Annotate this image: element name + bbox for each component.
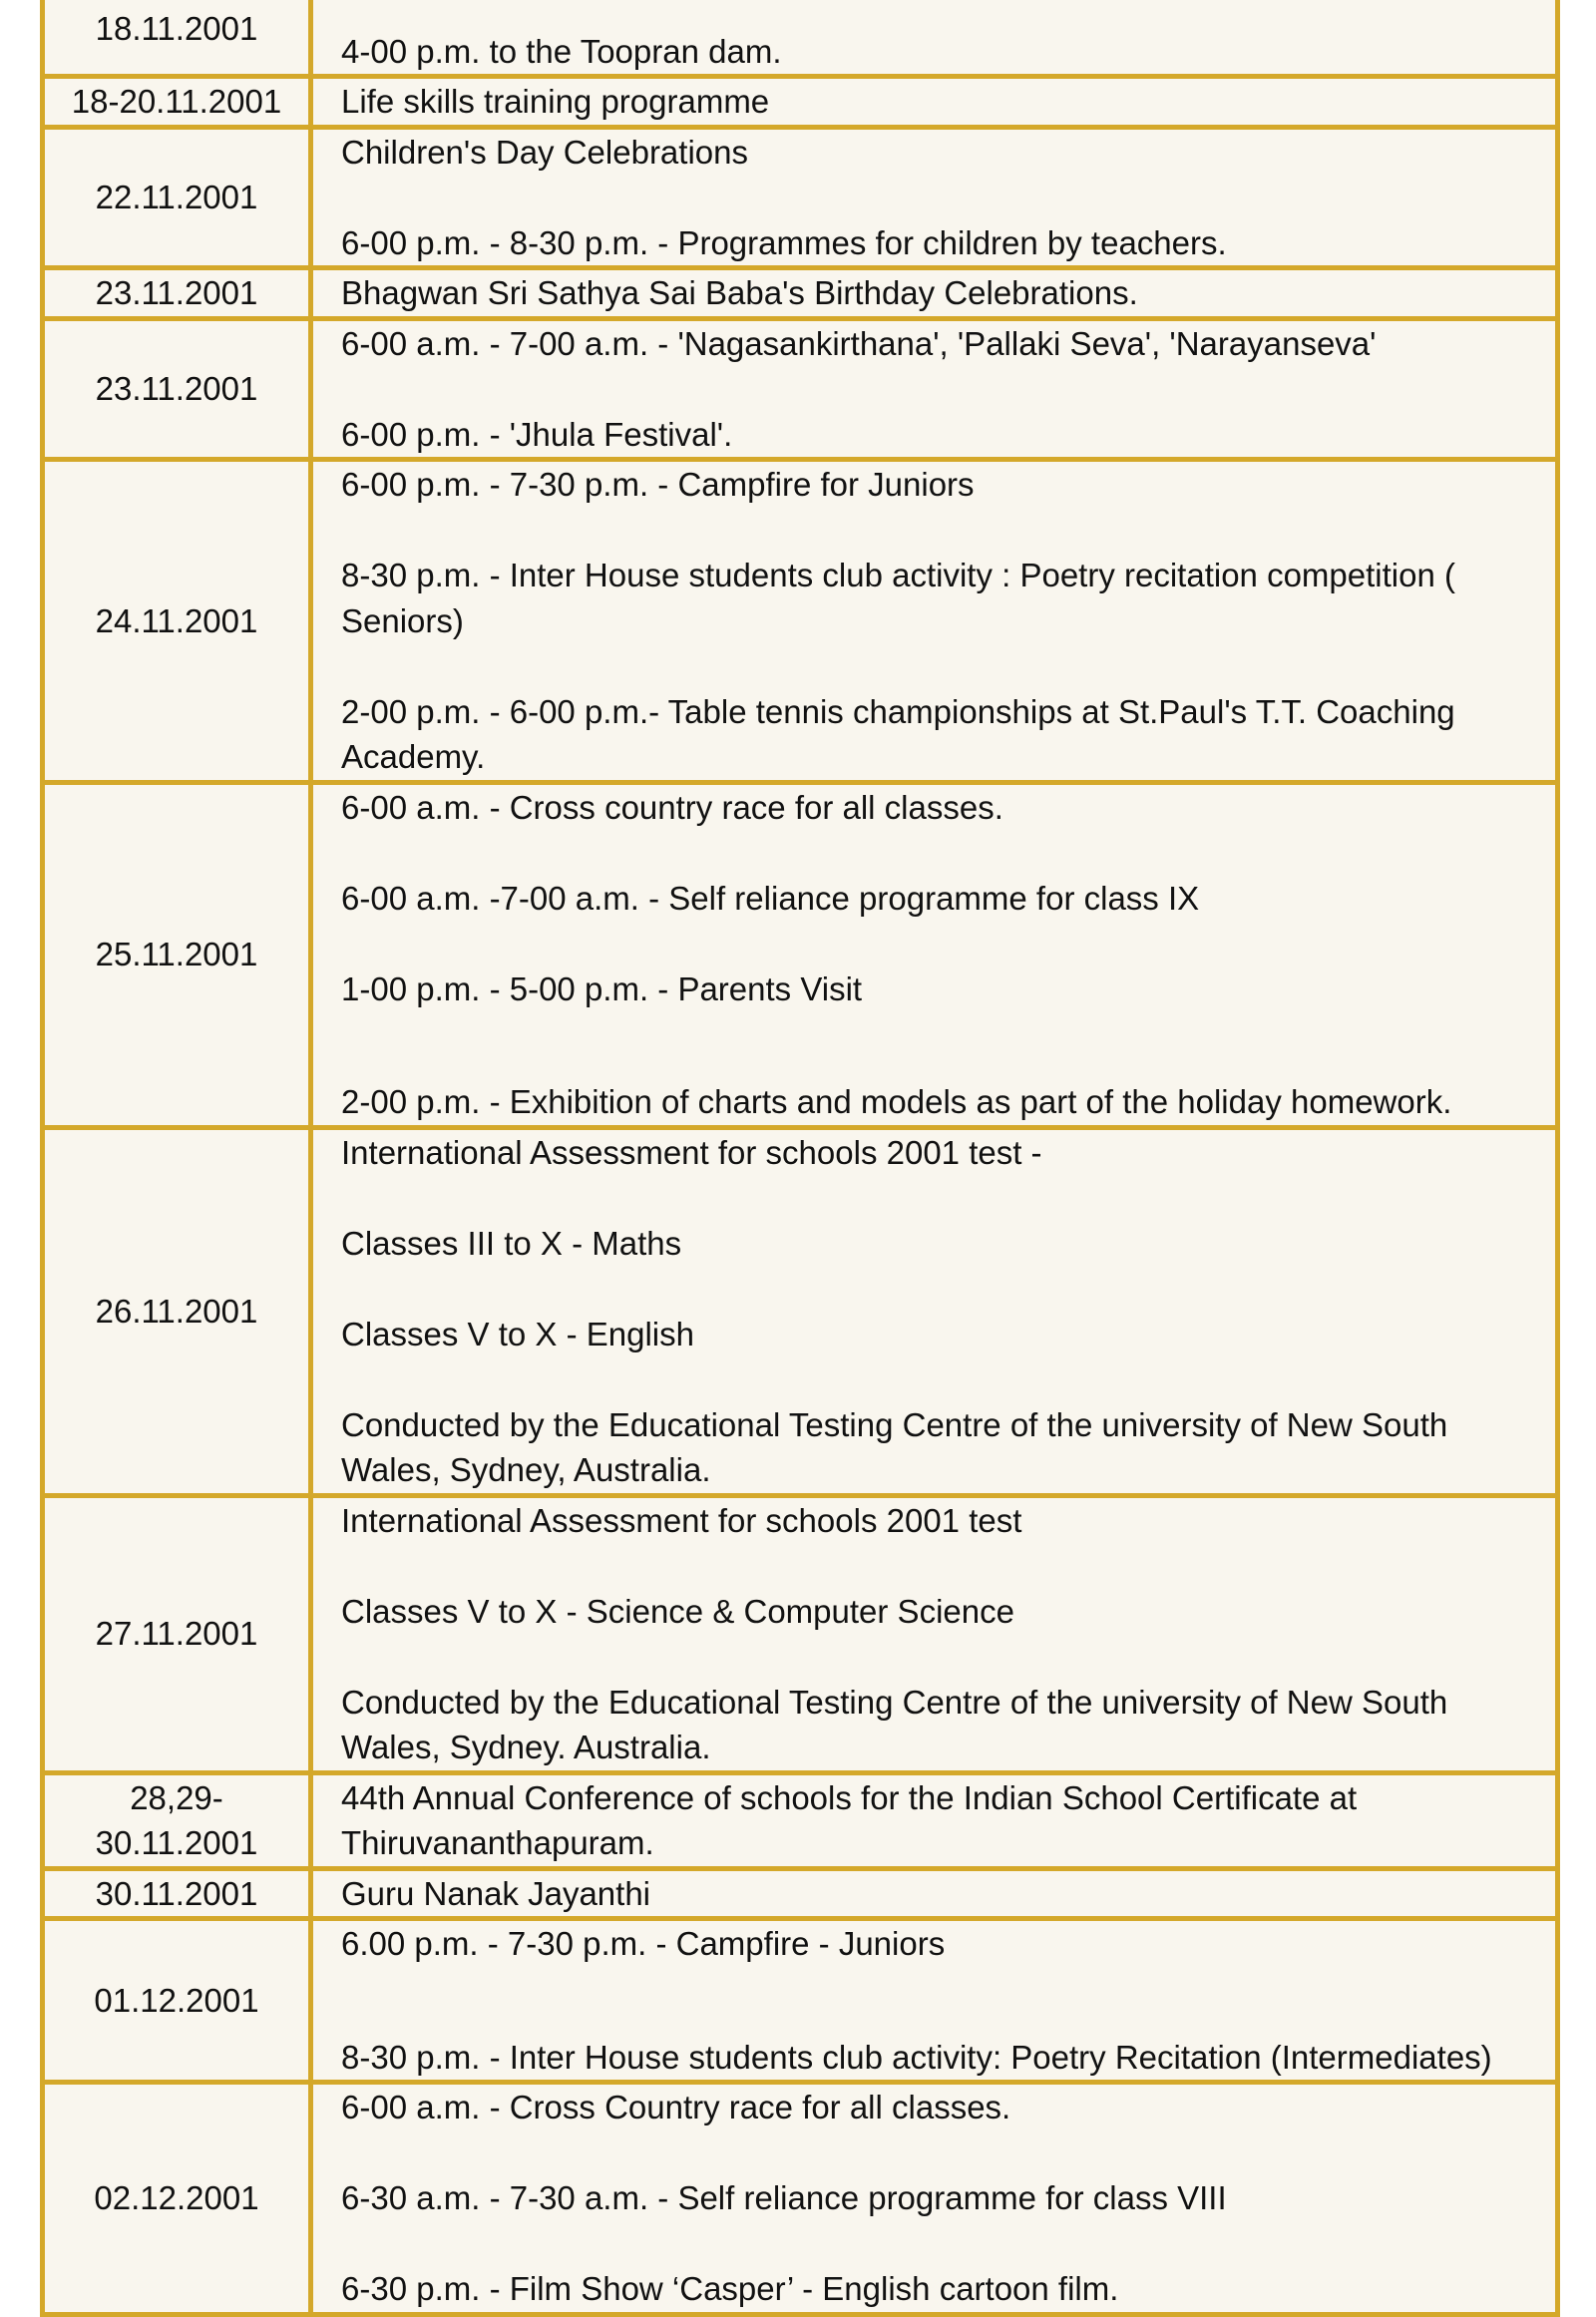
event-date: 23.11.2001 [43, 318, 311, 460]
event-details [311, 782, 1558, 1127]
event-date-line: 30.11.2001 [95, 1824, 258, 1861]
schedule-row [43, 1919, 1558, 2083]
event-line: 6-00 a.m. - Cross country race for all classes. [341, 788, 1003, 826]
event-date: 27.11.2001 [43, 1495, 311, 1772]
event-date: 22.11.2001 [43, 127, 311, 268]
event-line: 44th Annual Conference of schools for the Indian School Certificate at Thiruvananthapuram. [341, 1778, 1358, 1861]
spacer [341, 508, 1551, 554]
event-line: 6-00 p.m. - 7-30 p.m. - Campfire for Juniors [341, 466, 975, 503]
event-line: 1-00 p.m. - 5-00 p.m. - Parents Visit [341, 969, 863, 1007]
schedule-row [43, 1868, 1558, 1919]
event-line: 6-00 a.m. - Cross Country race for all classes. [341, 2089, 1011, 2125]
event-details [311, 127, 1558, 268]
event-line: Life skills training programme [341, 83, 770, 120]
event-line: Classes V to X - English [341, 1315, 694, 1352]
spacer [341, 830, 1551, 876]
event-line: International Assessment for schools 2001 test - [341, 1133, 1042, 1171]
event-date: 01.12.2001 [43, 1919, 311, 2083]
event-details [311, 77, 1558, 128]
event-date: 02.12.2001 [43, 2083, 311, 2315]
event-details [311, 1919, 1558, 2083]
event-details [311, 1772, 1558, 1868]
schedule-row [43, 1495, 1558, 1772]
event-line: Classes III to X - Maths [341, 1224, 682, 1262]
event-details [311, 1868, 1558, 1919]
event-date: 18-20.11.2001 [43, 77, 311, 128]
spacer [341, 921, 1551, 966]
schedule-row [43, 460, 1558, 783]
event-details [311, 1127, 1558, 1495]
spacer [341, 1175, 1551, 1221]
event-line: 6-00 a.m. -7-00 a.m. - Self reliance programme for class IX [341, 879, 1200, 917]
schedule-row [43, 1127, 1558, 1495]
schedule-row [43, 77, 1558, 128]
spacer [341, 1543, 1551, 1589]
spacer [341, 2221, 1551, 2267]
spacer [341, 2130, 1551, 2176]
event-date: 25.11.2001 [43, 782, 311, 1127]
spacer [341, 1967, 1551, 2035]
spacer [341, 1634, 1551, 1680]
event-line: Guru Nanak Jayanthi [341, 1874, 651, 1912]
event-line: 2-00 p.m. - Exhibition of charts and models as part of the holiday homework. [341, 1083, 1452, 1120]
spacer [341, 175, 1551, 220]
event-line: Classes V to X - Science & Computer Science [341, 1592, 1014, 1630]
event-line: 4-00 p.m. to the Toopran dam. [341, 32, 782, 70]
event-line: 8-30 p.m. - Inter House students club activity : Poetry recitation competition ( Seniors) [341, 557, 1455, 639]
event-details [311, 1495, 1558, 1772]
schedule-row [43, 127, 1558, 268]
event-date [43, 1772, 311, 1868]
event-line: 6-30 p.m. - Film Show ‘Casper’ - English cartoon film. [341, 2270, 1119, 2307]
event-line: 2-00 p.m. - 6-00 p.m.- Table tennis championships at St.Paul's T.T. Coaching Academy. [341, 692, 1455, 775]
spacer [341, 1356, 1551, 1402]
schedule-body [43, 0, 1558, 2314]
event-date: 24.11.2001 [43, 460, 311, 783]
event-line: 6-00 p.m. - 8-30 p.m. - Programmes for children by teachers. [341, 223, 1227, 261]
event-date: 26.11.2001 [43, 1127, 311, 1495]
schedule-row [43, 1772, 1558, 1868]
event-date: 18.11.2001 [43, 0, 311, 77]
event-line: 8-30 p.m. - Inter House students club activity: Poetry Recitation (Intermediates) [341, 2038, 1492, 2076]
event-details [311, 0, 1558, 77]
event-line: Conducted by the Educational Testing Centre of the university of New South Wales, Sydney. Australia. [341, 1683, 1448, 1765]
event-date: 23.11.2001 [43, 268, 311, 319]
spacer [341, 1266, 1551, 1312]
schedule-row [43, 268, 1558, 319]
event-date-line: 28,29- [130, 1778, 223, 1816]
schedule-row [43, 782, 1558, 1127]
schedule-table [40, 0, 1560, 2317]
schedule-row [43, 2083, 1558, 2315]
event-line: 6.00 p.m. - 7-30 p.m. - Campfire - Juniors [341, 1925, 946, 1962]
event-details [311, 2083, 1558, 2315]
event-details [311, 268, 1558, 319]
spacer [341, 0, 1551, 29]
event-details [311, 318, 1558, 460]
event-line: Children's Day Celebrations [341, 133, 748, 171]
event-line: International Assessment for schools 2001 test [341, 1501, 1022, 1539]
schedule-row [43, 0, 1558, 77]
event-line: Conducted by the Educational Testing Centre of the university of New South Wales, Sydney, Australia. [341, 1405, 1448, 1488]
event-line: 6-00 p.m. - 'Jhula Festival'. [341, 415, 733, 453]
event-line: 6-00 a.m. - 7-00 a.m. - 'Nagasankirthana', 'Pallaki Seva', 'Narayanseva' [341, 324, 1377, 362]
spacer [341, 366, 1551, 412]
spacer [341, 643, 1551, 689]
event-line: Bhagwan Sri Sathya Sai Baba's Birthday Celebrations. [341, 274, 1138, 311]
event-details [311, 460, 1558, 783]
spacer [341, 1011, 1551, 1079]
event-line: 6-30 a.m. - 7-30 a.m. - Self reliance programme for class VIII [341, 2179, 1227, 2216]
schedule-row [43, 318, 1558, 460]
event-date: 30.11.2001 [43, 1868, 311, 1919]
